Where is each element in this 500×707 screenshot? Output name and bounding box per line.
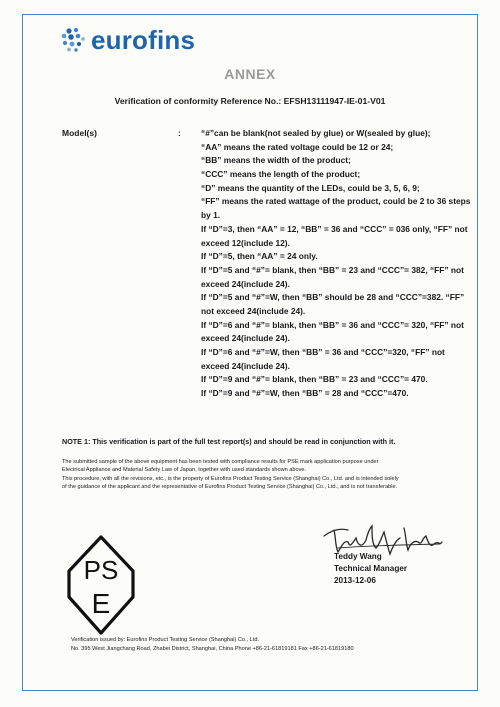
model-line: “#”can be blank(not sealed by glue) or W(sealed by glue);	[201, 128, 431, 138]
pse-mark-bottom: E	[91, 588, 111, 619]
reference-number: Verification of conformity Reference No.: EFSH13111947-IE-01-V01	[114, 96, 386, 106]
pse-mark-icon	[65, 533, 137, 637]
model-line: exceed 12(include 12).	[201, 237, 290, 248]
model-line: If “D”=3, then “AA” = 12, “BB” = 36 and “CCC” = 036 only, “FF” not	[201, 223, 468, 234]
models-description	[201, 127, 471, 401]
model-line: not exceed 24(include 24).	[201, 305, 306, 316]
logo-text: eurofins	[91, 25, 196, 55]
model-line: by 1.	[201, 210, 221, 221]
paragraph-line: The submitted sample of the above equipment has been tested with compliance results for PSE mark application purpose under	[62, 459, 379, 465]
footer-address: No. 395 West Jiangchang Road, Zhabei District, Shanghai, China Phone +86-21-61819181 Fax +86-21-61819180	[71, 646, 354, 652]
eurofins-dots-icon	[60, 27, 86, 53]
paragraph-line: This procedure, with all the revisions, etc., is the property of Eurofins Product Testing Service (Shanghai) Co., Ltd. and is intended solely	[62, 476, 399, 482]
paragraph-line: of the guidance of the applicant and the representative of Eurofins Product Testing Service (Shanghai) Co., Ltd., and is not transferable.	[62, 483, 398, 490]
model-line: If “D”=9 and “#”= blank, then “BB” = 23 and “CCC”= 470.	[201, 374, 428, 385]
model-line: “D” means the quantity of the LEDs, could be 3, 5, 6, 9;	[201, 182, 420, 193]
model-line: exceed 24(include 24).	[201, 360, 290, 371]
signature-date: 2013-12-06	[334, 576, 376, 585]
model-line: “AA” means the rated voltage could be 12 or 24;	[201, 141, 394, 152]
model-line: If “D”=5 and “#”= blank, then “BB” = 23 and “CCC”= 382, “FF” not	[201, 264, 464, 275]
paragraph-line: Electrical Appliance and Material Safety Law of Japan, together with used standards shown above.	[62, 466, 307, 473]
model-line: “CCC” means the length of the product;	[201, 169, 361, 180]
model-line: “BB” means the width of the product;	[201, 155, 351, 166]
compliance-paragraph	[62, 459, 472, 474]
model-line: If “D”=6 and “#”=W, then “BB” = 36 and “CCC”=320, “FF” not	[201, 347, 445, 357]
model-line: “FF” means the rated wattage of the product, could be 2 to 36 steps	[201, 196, 471, 207]
property-paragraph	[62, 476, 472, 491]
eurofins-logo	[60, 27, 195, 53]
model-line: If “D”=9 and “#”=W, then “BB” = 28 and “CCC”=470.	[201, 388, 409, 399]
model-line: If “D”=5, then “AA” = 24 only.	[201, 251, 318, 262]
signer-title: Technical Manager	[334, 564, 408, 573]
annex-title: ANNEX	[224, 66, 276, 82]
model-line: If “D”=6 and “#”= blank, then “BB” = 36 and “CCC”= 320, “FF” not	[201, 319, 464, 330]
signer-name: Teddy Wang	[334, 552, 382, 561]
footer-issuer: Verification issued by: Eurofins Product Testing Service (Shanghai) Co., Ltd.	[71, 637, 260, 643]
models-colon: :	[178, 128, 181, 138]
note-1: NOTE 1: This verification is part of the full test report(s) and should be read in conjunction with it.	[62, 437, 396, 446]
model-line: exceed 24(include 24).	[201, 278, 290, 289]
model-line: exceed 24(include 24).	[201, 333, 290, 344]
models-label: Model(s)	[62, 128, 97, 138]
model-line: If “D”=5 and “#”=W, then “BB” should be 28 and “CCC”=382. “FF”	[201, 292, 465, 303]
pse-mark-top: PS	[83, 555, 119, 585]
